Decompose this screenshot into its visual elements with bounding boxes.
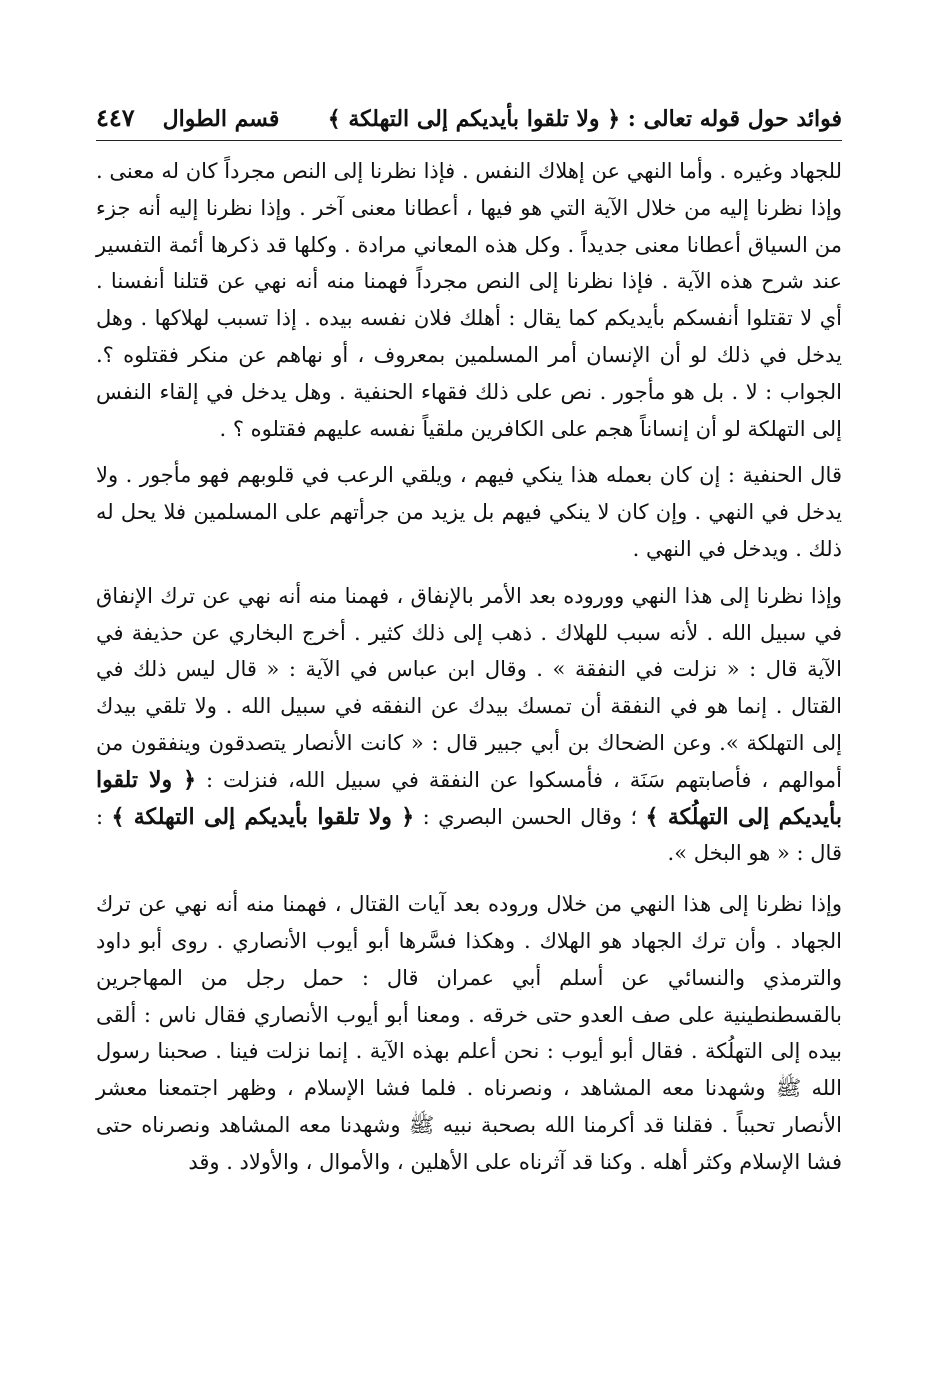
section-name: قسم الطوال: [162, 106, 280, 132]
header-title-verse: ﴿ ولا تلقوا بأيديكم إلى التهلكة ﴾: [327, 106, 621, 132]
running-header: [96, 88, 842, 141]
paragraph-3-end: : قال : « هو البخل ».: [96, 804, 842, 866]
paragraph-1: للجهاد وغيره . وأما النهي عن إهلاك النفس . فإذا نظرنا إلى النص مجرداً كان له معنى . وإذا نظرنا إليه من خلال الآية التي هو فيها ، أعطانا معنى آخر . وإذا نظرنا إليه أنه جزء من السياق أعطانا معنى جديداً . وكل هذه المعاني مرادة . وكلها قد ذكرها أئمة التفسير عند شرح هذه الآية . فإذا نظرنا إلى النص مجرداً فهمنا منه أنه نهي عن قتلنا أنفسنا . أي لا تقتلوا أنفسكم بأيديكم كما يقال : أهلك فلان نفسه بيده . إذا تسبب لهلاكها . وهل يدخل في ذلك لو أن الإنسان أمر المسلمين بمعروف ، أو نهاهم عن منكر فقتلوه ؟. الجواب : لا . بل هو مأجور . نص على ذلك فقهاء الحنفية . وهل يدخل في إلقاء النفس إلى التهلكة لو أن إنساناً هجم على الكافرين ملقياً نفسه عليهم فقتلوه ؟ .: [96, 159, 842, 441]
header-title-prefix: فوائد حول قوله تعالى :: [620, 106, 842, 132]
paragraph-3-mid: ؛ وقال الحسن البصري :: [414, 804, 646, 829]
page-body: [96, 153, 842, 1181]
quran-quote-1: ﴿ ولا تلقوا بأيديكم إلى التهلُكة ﴾: [96, 766, 842, 830]
page-number: ٤٤٧: [96, 103, 135, 132]
quran-quote-2: ﴿ ولا تلقوا بأيديكم إلى التهلكة ﴾: [111, 803, 415, 830]
paragraph-2: قال الحنفية : إن كان بعمله هذا ينكي فيهم ، ويلقي الرعب في قلوبهم فهو مأجور . ولا يدخل في النهي . وإن كان لا ينكي فيهم بل يزيد من جرأتهم على المسلمين فلا يحل له ذلك . ويدخل في النهي .: [96, 463, 842, 561]
paragraph-3: [96, 578, 842, 872]
paragraph-3-text: وإذا نظرنا إلى هذا النهي ووروده بعد الأمر بالإنفاق ، فهمنا منه أنه نهي عن ترك الإنفاق في سبيل الله . لأنه سبب للهلاك . ذهب إلى ذلك كثير . أخرج البخاري عن حذيفة في الآية قال : « نزلت في النفقة » . وقال ابن عباس في الآية : « قال ليس ذلك في القتال . إنما هو في النفقة أن تمسك بيدك عن النفقه في سبيل الله . ولا تلقي بيدك إلى التهلكة ». وعن الضحاك بن أبي جبير قال : « كانت الأنصار يتصدقون وينفقون من أموالهم ، فأصابتهم سَنَة ، فأمسكوا عن النفقة في سبيل الله، فنزلت :: [96, 583, 842, 792]
header-title: [328, 106, 842, 132]
header-meta: [96, 103, 279, 132]
paragraph-4: وإذا نظرنا إلى هذا النهي من خلال وروده بعد آيات القتال ، فهمنا منه أنه نهي عن ترك الجهاد . وأن ترك الجهاد هو الهلاك . وهكذا فسَّرها أبو أيوب الأنصاري . روى أبو داود والترمذي والنسائي عن أسلم أبي عمران قال : حمل رجل من المهاجرين بالقسطنطينية على صف العدو حتى خرقه . ومعنا أبو أيوب الأنصاري فقال ناس : ألقى بيده إلى التهلُكة . فقال أبو أيوب : نحن أعلم بهذه الآية . إنما نزلت فينا . صحبنا رسول الله ﷺ وشهدنا معه المشاهد ، ونصرناه . فلما فشا الإسلام ، وظهر اجتمعنا معشر الأنصار تحبباً . فقلنا قد أكرمنا الله بصحبة نبيه ﷺ وشهدنا معه المشاهد ونصرناه حتى فشا الإسلام وكثر أهله . وكنا قد آثرناه على الأهلين ، والأموال ، والأولاد . وقد: [96, 892, 842, 1174]
